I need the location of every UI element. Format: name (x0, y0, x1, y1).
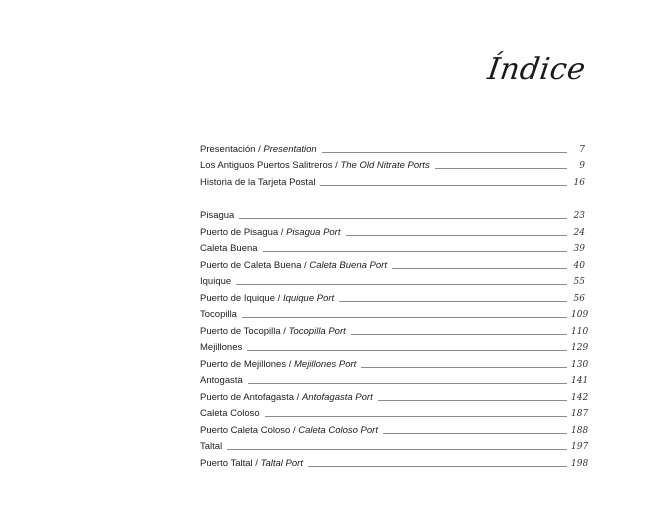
toc-entry-label: Caleta Buena (200, 243, 258, 254)
toc-page-number: 56 (573, 293, 585, 304)
toc-page-number: 55 (573, 277, 585, 287)
toc-entry-label: Antogasta (200, 375, 243, 386)
toc-entry-label: Caleta Coloso (200, 408, 260, 419)
toc-entry-translation: Caleta Buena Port (309, 259, 387, 271)
toc-page-number: 142 (571, 392, 589, 403)
toc-leader-line (346, 235, 568, 236)
toc-entry-title (200, 177, 315, 189)
toc-entry-label: Puerto de Caleta Buena (200, 259, 302, 271)
toc-entry[interactable] (200, 305, 589, 322)
toc-entry[interactable] (200, 371, 589, 388)
toc-page-number: 198 (571, 458, 589, 469)
toc-entry[interactable] (200, 255, 585, 272)
toc-page-number: 40 (573, 260, 585, 271)
toc-leader-line (248, 383, 567, 384)
toc-leader-line (320, 185, 567, 186)
toc-leader-line (263, 251, 567, 252)
toc-leader-line (247, 350, 567, 351)
toc-entry-translation: Presentation (263, 143, 317, 155)
toc-entry[interactable] (200, 222, 585, 239)
toc-entry-title (200, 326, 346, 338)
toc-entry[interactable] (200, 420, 589, 437)
toc-entry-translation: The Old Nitrate Ports (340, 160, 430, 171)
toc-entry-separator: / (280, 325, 289, 337)
toc-entry[interactable] (200, 437, 589, 454)
toc-page-number: 130 (571, 359, 589, 370)
toc-entry[interactable] (200, 338, 589, 355)
toc-entry-title (200, 375, 243, 387)
toc-page-number: 23 (573, 211, 585, 221)
toc-section-intro (200, 139, 585, 189)
toc-entry-translation: Tocopilla Port (288, 325, 346, 337)
toc-entry-separator: / (252, 457, 261, 469)
toc-page-number: 197 (571, 442, 589, 452)
toc-entry-label: Tocopilla (200, 309, 237, 320)
toc-entry-separator: / (286, 358, 294, 370)
toc-leader-line (322, 152, 567, 153)
toc-entry-label: Presentación (200, 143, 256, 155)
toc-entry[interactable] (200, 272, 585, 289)
toc-entry[interactable] (200, 206, 585, 223)
toc-entry-label: Puerto Taltal (200, 457, 253, 469)
toc-leader-line (378, 400, 567, 401)
toc-entry-title (200, 309, 237, 321)
toc-entry-separator: / (332, 160, 341, 171)
toc-entry-title (200, 342, 242, 354)
toc-page-number: 110 (571, 326, 589, 337)
toc-entry-title (200, 144, 317, 156)
toc-entry-translation: Caleta Coloso Port (298, 424, 378, 436)
toc-entry-title (200, 458, 303, 470)
toc-leader-line (239, 218, 567, 219)
toc-leader-line (227, 449, 567, 450)
toc-entry-label: Iquique (200, 276, 232, 287)
toc-entry-separator: / (275, 292, 283, 304)
toc-leader-line (242, 317, 567, 318)
toc-entry-label: Mejillones (200, 342, 243, 353)
toc-entry[interactable] (200, 139, 585, 156)
toc-entry-translation: Iquique Port (282, 292, 335, 304)
toc-entry-title (200, 160, 430, 172)
toc-entry-label: Pisagua (200, 210, 235, 221)
toc-entry-translation: Pisagua Port (286, 226, 341, 238)
toc-entry-title (200, 260, 387, 272)
toc-page-number: 16 (573, 177, 585, 188)
toc-entry-title (200, 276, 231, 288)
toc-entry[interactable] (200, 156, 585, 173)
toc-entry-label: Puerto de Pisagua (200, 226, 279, 238)
toc-page-number: 187 (571, 409, 589, 419)
toc-entry[interactable] (200, 453, 589, 470)
toc-page-number: 24 (573, 227, 585, 238)
toc-entry-label: Puerto de Antofagasta (200, 391, 295, 403)
toc-entry-title (200, 359, 356, 371)
toc-leader-line (435, 168, 567, 169)
toc-entry-label: Los Antiguos Puertos Salitreros (200, 160, 333, 171)
toc-entry-translation: Taltal Port (260, 457, 303, 469)
toc-entry-title (200, 293, 334, 305)
toc-entry[interactable] (200, 387, 589, 404)
toc-entry-separator: / (290, 424, 299, 436)
toc-leader-line (392, 268, 567, 269)
toc-entry[interactable] (200, 404, 589, 421)
toc-entry-title (200, 408, 260, 420)
toc-entry[interactable] (200, 354, 589, 371)
toc-page-number: 9 (579, 161, 585, 171)
toc-entry-title (200, 227, 341, 239)
toc-leader-line (308, 466, 567, 467)
toc-entry-label: Taltal (200, 441, 223, 452)
toc-entry-title (200, 425, 378, 437)
toc-leader-line (236, 284, 567, 285)
toc-entry-separator: / (278, 226, 287, 238)
table-of-contents (200, 139, 589, 470)
toc-page-number: 109 (571, 310, 589, 320)
toc-entry-separator: / (255, 143, 264, 155)
toc-entry-title (200, 243, 258, 255)
toc-page-number: 141 (571, 376, 589, 386)
toc-entry-translation: Antofagasta Port (301, 391, 373, 403)
toc-entry-title (200, 210, 234, 222)
toc-leader-line (351, 334, 567, 335)
toc-section-ports (200, 206, 589, 470)
toc-entry[interactable] (200, 321, 589, 338)
toc-entry[interactable] (200, 172, 585, 189)
toc-page-number: 129 (571, 343, 589, 353)
page-title: Índice (486, 52, 589, 87)
toc-entry-title (200, 441, 222, 453)
toc-leader-line (361, 367, 567, 368)
toc-page-number: 39 (573, 244, 585, 254)
toc-leader-line (383, 433, 567, 434)
toc-entry-title (200, 392, 373, 404)
toc-entry[interactable] (200, 288, 585, 305)
toc-entry-label: Puerto de Iquique (200, 292, 276, 304)
toc-page-number: 188 (571, 425, 589, 436)
toc-entry-label: Puerto de Tocopilla (200, 325, 281, 337)
toc-leader-line (339, 301, 567, 302)
toc-leader-line (265, 416, 567, 417)
toc-entry-label: Puerto de Mejillones (200, 358, 287, 370)
toc-entry[interactable] (200, 239, 585, 256)
toc-entry-translation: Mejillones Port (294, 358, 357, 370)
toc-entry-label: Puerto Caleta Coloso (200, 424, 291, 436)
toc-page-number: 7 (579, 144, 585, 155)
toc-entry-label: Historia de la Tarjeta Postal (200, 176, 316, 188)
section-spacer (200, 189, 585, 206)
toc-entry-separator: / (294, 391, 302, 403)
toc-entry-separator: / (301, 259, 310, 271)
